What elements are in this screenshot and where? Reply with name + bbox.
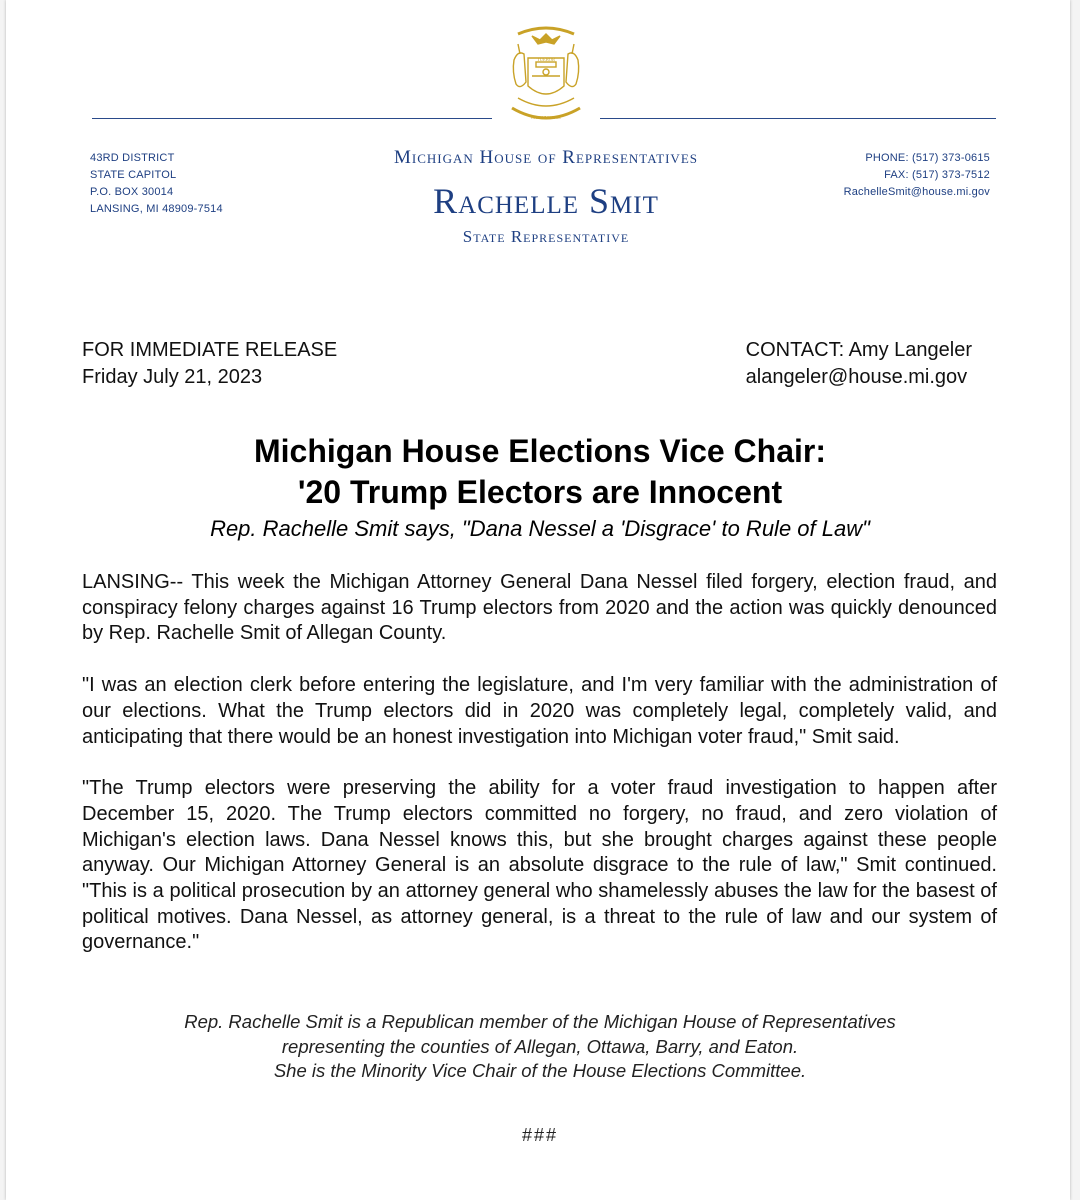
release-info bbox=[82, 337, 337, 391]
office-address bbox=[90, 150, 223, 218]
seal-motto-text: CIRCUMSPICE bbox=[530, 115, 562, 120]
address-line: LANSING, MI 48909-7514 bbox=[90, 203, 223, 215]
address-line: P.O. BOX 30014 bbox=[90, 186, 174, 198]
house-name: Michigan House of Representatives bbox=[393, 147, 698, 168]
press-release-page bbox=[6, 0, 1070, 1200]
michigan-state-seal-icon bbox=[496, 20, 596, 130]
bio-line: representing the counties of Allegan, Ottawa, Barry, and Eaton. bbox=[281, 1035, 799, 1057]
media-contact bbox=[746, 337, 972, 391]
phone-line: PHONE: (517) 373-0615 bbox=[865, 152, 990, 164]
seal-banner-text: TUEBOR bbox=[537, 57, 555, 62]
representative-name: Rachelle Smit bbox=[433, 181, 659, 221]
address-line: 43RD DISTRICT bbox=[90, 152, 175, 164]
release-body bbox=[82, 570, 997, 982]
office-contact bbox=[844, 150, 990, 201]
representative-bio bbox=[46, 1010, 1034, 1084]
email-line[interactable]: RachelleSmit@house.mi.gov bbox=[843, 186, 990, 198]
contact-email[interactable]: alangeler@house.mi.gov bbox=[745, 366, 968, 388]
subheadline: Rep. Rachelle Smit says, "Dana Nessel a 'Disgrace' to Rule of Law" bbox=[210, 516, 870, 541]
body-paragraph: LANSING-- This week the Michigan Attorney General Dana Nessel filed forgery, election fraud, and conspiracy felony charges against 16 Trump electors from 2020 and the action was quickly denounced by Rep. Rachelle Smit of Allegan County. bbox=[82, 571, 997, 645]
bio-line: She is the Minority Vice Chair of the House Elections Committee. bbox=[273, 1060, 807, 1081]
body-paragraph: "I was an election clerk before entering the legislature, and I'm very familiar with the administration of our elections. What the Trump electors did in 2020 was completely legal, completely valid, and anticipating that there would be an honest investigation into Michigan voter fraud," Smit said. bbox=[82, 674, 997, 748]
release-date: Friday July 21, 2023 bbox=[82, 366, 263, 388]
bio-line: Rep. Rachelle Smit is a Republican member of the Michigan House of Representatives bbox=[184, 1011, 896, 1032]
headline-line-1: Michigan House Elections Vice Chair: bbox=[254, 433, 826, 469]
body-paragraph: "The Trump electors were preserving the ability for a voter fraud investigation to happen after December 15, 2020. The Trump electors committed no forgery, no fraud, and zero violation of Michigan's election laws. Dana Nessel knows this, but she brought charges against these people anyway. Our Michigan Attorney General is an absolute disgrace to the rule of law," Smit continued. "This is a political prosecution by an attorney general who shamelessly abuses the law for the basest of political motives. Dana Nessel, as attorney general, is a threat to the rule of law and our system of governance." bbox=[82, 777, 997, 954]
address-line: STATE CAPITOL bbox=[90, 169, 177, 181]
contact-name: CONTACT: Amy Langeler bbox=[745, 339, 972, 361]
end-mark: ### bbox=[521, 1125, 559, 1145]
release-status: FOR IMMEDIATE RELEASE bbox=[82, 339, 338, 361]
representative-title: State Representative bbox=[462, 227, 630, 246]
letterhead-rule-left bbox=[92, 118, 492, 119]
fax-line: FAX: (517) 373-7512 bbox=[884, 169, 990, 181]
letterhead-rule-right bbox=[600, 118, 996, 119]
headline-line-2: '20 Trump Electors are Innocent bbox=[297, 474, 783, 510]
headline bbox=[46, 431, 1034, 513]
